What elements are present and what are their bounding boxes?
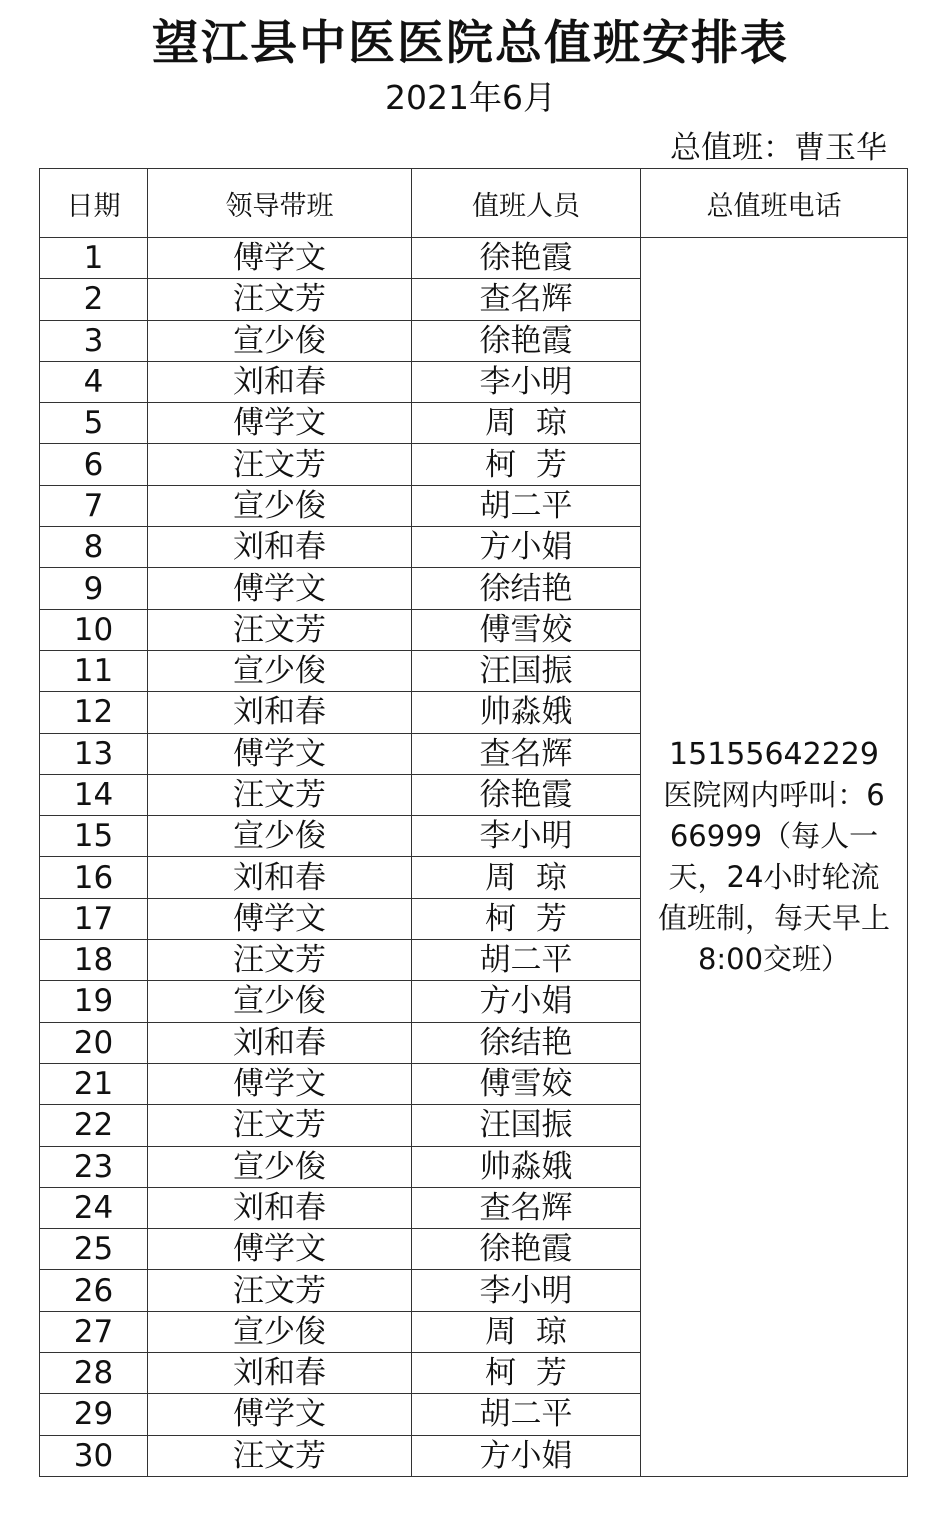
column-header-leader: 领导带班 (148, 169, 412, 238)
date-cell: 16 (40, 857, 148, 898)
date-cell: 27 (40, 1311, 148, 1352)
page-subtitle: 2021年6月 (385, 78, 556, 117)
leader-cell: 傅学文 (148, 1229, 412, 1270)
date-cell: 26 (40, 1270, 148, 1311)
staff-cell: 徐艳霞 (412, 320, 641, 361)
leader-cell: 刘和春 (148, 692, 412, 733)
staff-cell: 周 琼 (412, 403, 641, 444)
date-cell: 18 (40, 940, 148, 981)
date-cell: 8 (40, 527, 148, 568)
leader-cell: 宣少俊 (148, 1146, 412, 1187)
staff-cell: 胡二平 (412, 1394, 641, 1435)
leader-cell: 宣少俊 (148, 1311, 412, 1352)
phone-number: 15155642229 (669, 736, 879, 772)
staff-cell: 方小娟 (412, 527, 641, 568)
staff-cell: 柯 芳 (412, 898, 641, 939)
leader-cell: 汪文芳 (148, 1270, 412, 1311)
leader-cell: 傅学文 (148, 1394, 412, 1435)
staff-cell: 柯 芳 (412, 1353, 641, 1394)
duty-chief: 总值班：曹玉华 (670, 130, 887, 166)
staff-cell: 汪国振 (412, 650, 641, 691)
date-cell: 20 (40, 1022, 148, 1063)
staff-cell: 方小娟 (412, 1435, 641, 1476)
date-cell: 17 (40, 898, 148, 939)
date-cell: 21 (40, 1063, 148, 1104)
leader-cell: 宣少俊 (148, 981, 412, 1022)
staff-cell: 徐艳霞 (412, 1229, 641, 1270)
column-header-date: 日期 (40, 169, 148, 238)
staff-cell: 李小明 (412, 1270, 641, 1311)
date-cell: 29 (40, 1394, 148, 1435)
date-cell: 28 (40, 1353, 148, 1394)
date-cell: 6 (40, 444, 148, 485)
leader-cell: 刘和春 (148, 1353, 412, 1394)
leader-cell: 汪文芳 (148, 940, 412, 981)
page-title: 望江县中医医院总值班安排表 (152, 16, 789, 71)
staff-cell: 徐艳霞 (412, 774, 641, 815)
leader-cell: 傅学文 (148, 1063, 412, 1104)
date-cell: 13 (40, 733, 148, 774)
leader-cell: 宣少俊 (148, 320, 412, 361)
date-cell: 12 (40, 692, 148, 733)
date-cell: 5 (40, 403, 148, 444)
date-cell: 1 (40, 238, 148, 279)
leader-cell: 宣少俊 (148, 650, 412, 691)
date-cell: 4 (40, 361, 148, 402)
staff-cell: 周 琼 (412, 1311, 641, 1352)
staff-cell: 徐结艳 (412, 568, 641, 609)
date-cell: 9 (40, 568, 148, 609)
date-cell: 11 (40, 650, 148, 691)
staff-cell: 周 琼 (412, 857, 641, 898)
table-header-row (40, 169, 908, 238)
date-cell: 23 (40, 1146, 148, 1187)
leader-cell: 汪文芳 (148, 1435, 412, 1476)
table-row (40, 238, 908, 279)
date-cell: 19 (40, 981, 148, 1022)
leader-cell: 刘和春 (148, 1187, 412, 1228)
date-cell: 3 (40, 320, 148, 361)
leader-cell: 傅学文 (148, 403, 412, 444)
phone-note: 医院网内呼叫：666999（每人一天，24小时轮流值班制，每天早上8:00交班） (657, 777, 890, 976)
leader-cell: 宣少俊 (148, 485, 412, 526)
leader-cell: 汪文芳 (148, 444, 412, 485)
staff-cell: 帅淼娥 (412, 692, 641, 733)
leader-cell: 刘和春 (148, 1022, 412, 1063)
date-cell: 24 (40, 1187, 148, 1228)
date-cell: 7 (40, 485, 148, 526)
staff-cell: 柯 芳 (412, 444, 641, 485)
column-header-phone: 总值班电话 (641, 169, 908, 238)
staff-cell: 胡二平 (412, 940, 641, 981)
staff-cell: 查名辉 (412, 279, 641, 320)
leader-cell: 刘和春 (148, 857, 412, 898)
staff-cell: 查名辉 (412, 1187, 641, 1228)
staff-cell: 汪国振 (412, 1105, 641, 1146)
leader-cell: 傅学文 (148, 238, 412, 279)
staff-cell: 方小娟 (412, 981, 641, 1022)
staff-cell: 李小明 (412, 361, 641, 402)
staff-cell: 傅雪姣 (412, 1063, 641, 1104)
leader-cell: 刘和春 (148, 527, 412, 568)
leader-cell: 傅学文 (148, 898, 412, 939)
column-header-staff: 值班人员 (412, 169, 641, 238)
leader-cell: 傅学文 (148, 568, 412, 609)
phone-cell (641, 238, 908, 1477)
leader-cell: 刘和春 (148, 361, 412, 402)
date-cell: 2 (40, 279, 148, 320)
date-cell: 30 (40, 1435, 148, 1476)
leader-cell: 宣少俊 (148, 816, 412, 857)
leader-cell: 汪文芳 (148, 279, 412, 320)
staff-cell: 查名辉 (412, 733, 641, 774)
date-cell: 25 (40, 1229, 148, 1270)
leader-cell: 傅学文 (148, 733, 412, 774)
leader-cell: 汪文芳 (148, 1105, 412, 1146)
date-cell: 10 (40, 609, 148, 650)
duty-schedule-table (39, 168, 908, 1477)
date-cell: 22 (40, 1105, 148, 1146)
leader-cell: 汪文芳 (148, 774, 412, 815)
staff-cell: 徐结艳 (412, 1022, 641, 1063)
staff-cell: 帅淼娥 (412, 1146, 641, 1187)
date-cell: 14 (40, 774, 148, 815)
leader-cell: 汪文芳 (148, 609, 412, 650)
staff-cell: 傅雪姣 (412, 609, 641, 650)
staff-cell: 李小明 (412, 816, 641, 857)
staff-cell: 徐艳霞 (412, 238, 641, 279)
staff-cell: 胡二平 (412, 485, 641, 526)
date-cell: 15 (40, 816, 148, 857)
